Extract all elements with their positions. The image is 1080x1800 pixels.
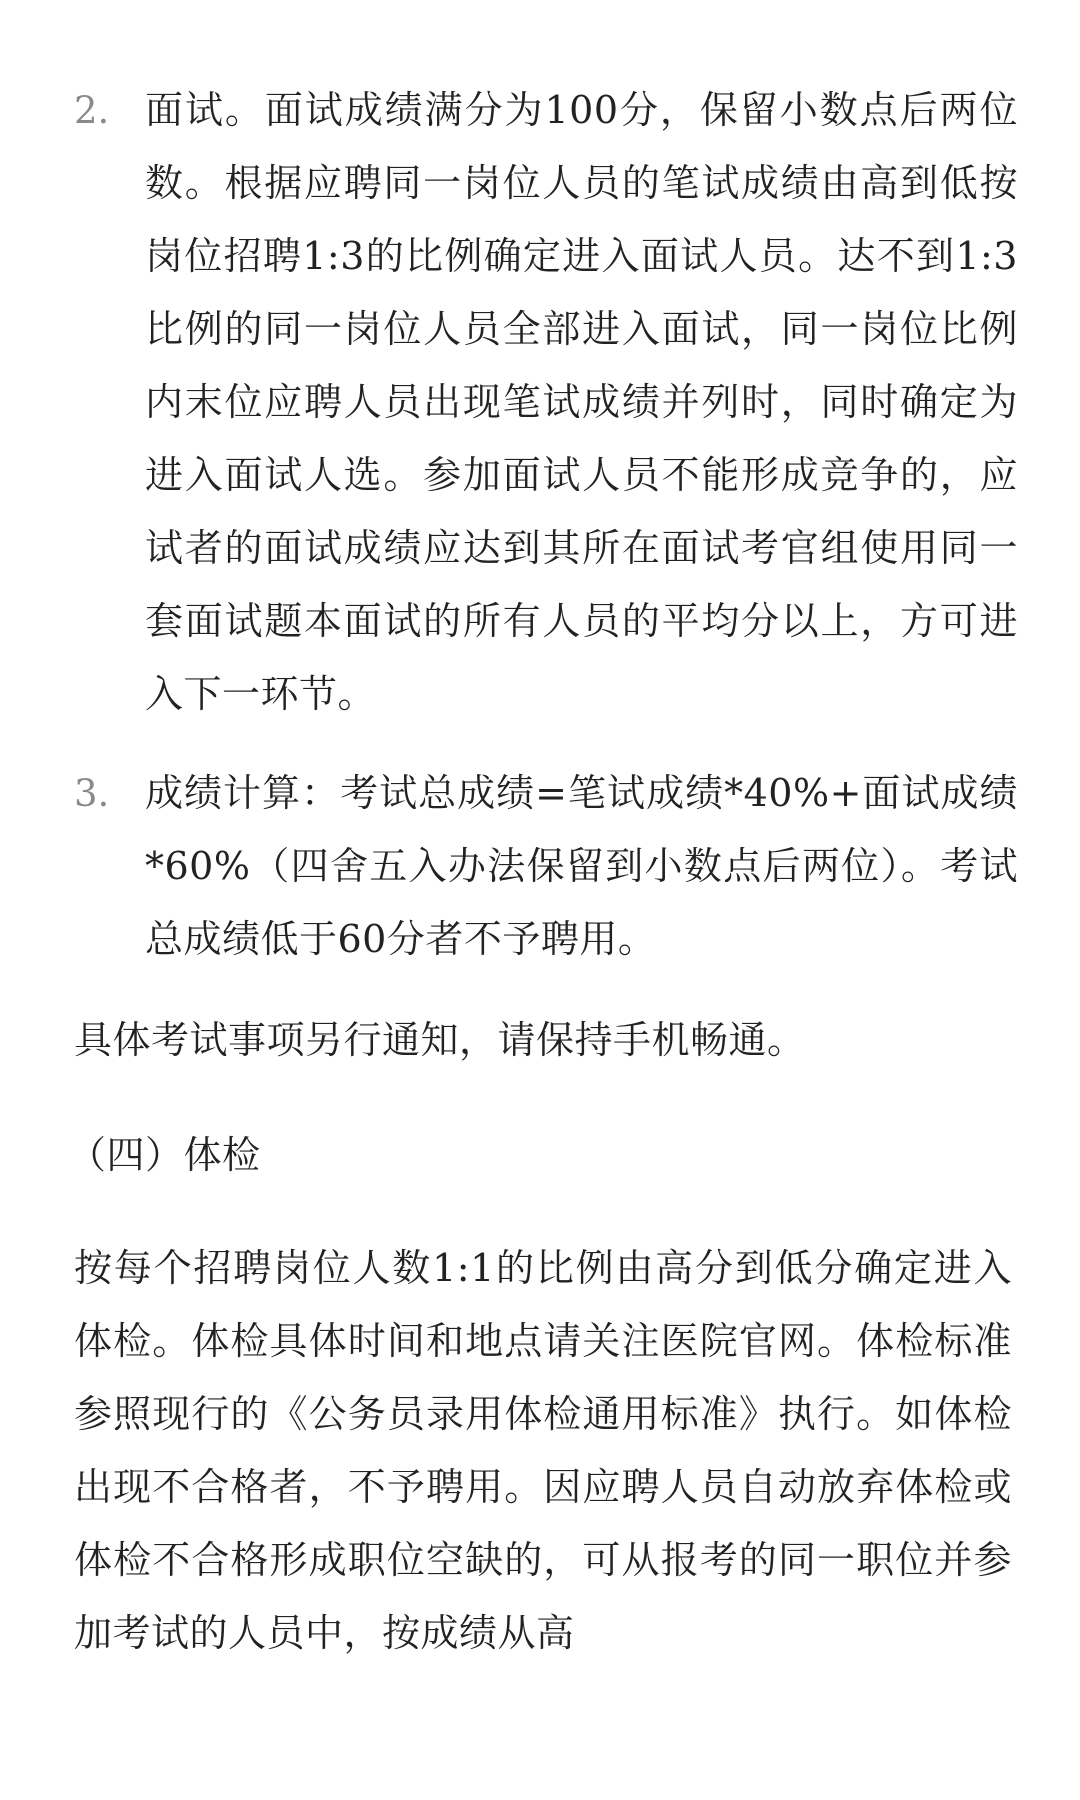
physical-exam-paragraph: 按每个招聘岗位人数1:1的比例由高分到低分确定进入体检。体检具体时间和地点请关注医院官网。体检标准参照现行的《公务员录用体检通用标准》执行。如体检出现不合格者，不予聘用。因应聘人员自动放弃体检或体检不合格形成职位空缺的，可从报考的同一职位并参加考试的人员中，按成绩从高 [74, 1246, 1012, 1655]
interview-rules-text: 面试。面试成绩满分为100分，保留小数点后两位数。根据应聘同一岗位人员的笔试成绩由高到低按岗位招聘1:3的比例确定进入面试人员。达不到1:3比例的同一岗位人员全部进入面试，同一岗位比例内末位应聘人员出现笔试成绩并列时，同时确定为进入面试人选。参加面试人员不能形成竞争的，应试者的面试成绩应达到其所在面试考官组使用同一套面试题本面试的所有人员的平均分以上，方可进入下一环节。 [145, 88, 1018, 716]
section-heading-physical-exam: （四）体检 [68, 1133, 261, 1177]
list-item-interview [74, 74, 1018, 731]
numbered-list [74, 74, 1018, 976]
score-calculation-text: 成绩计算：考试总成绩=笔试成绩*40%+面试成绩*60%（四舍五入办法保留到小数点后两位）。考试总成绩低于60分者不予聘用。 [145, 771, 1018, 961]
list-item-number: 3. [74, 772, 110, 815]
list-item-score-calculation [74, 757, 1018, 976]
list-item-number: 2. [74, 89, 110, 132]
exam-notice-paragraph: 具体考试事项另行通知，请保持手机畅通。 [74, 1018, 806, 1062]
